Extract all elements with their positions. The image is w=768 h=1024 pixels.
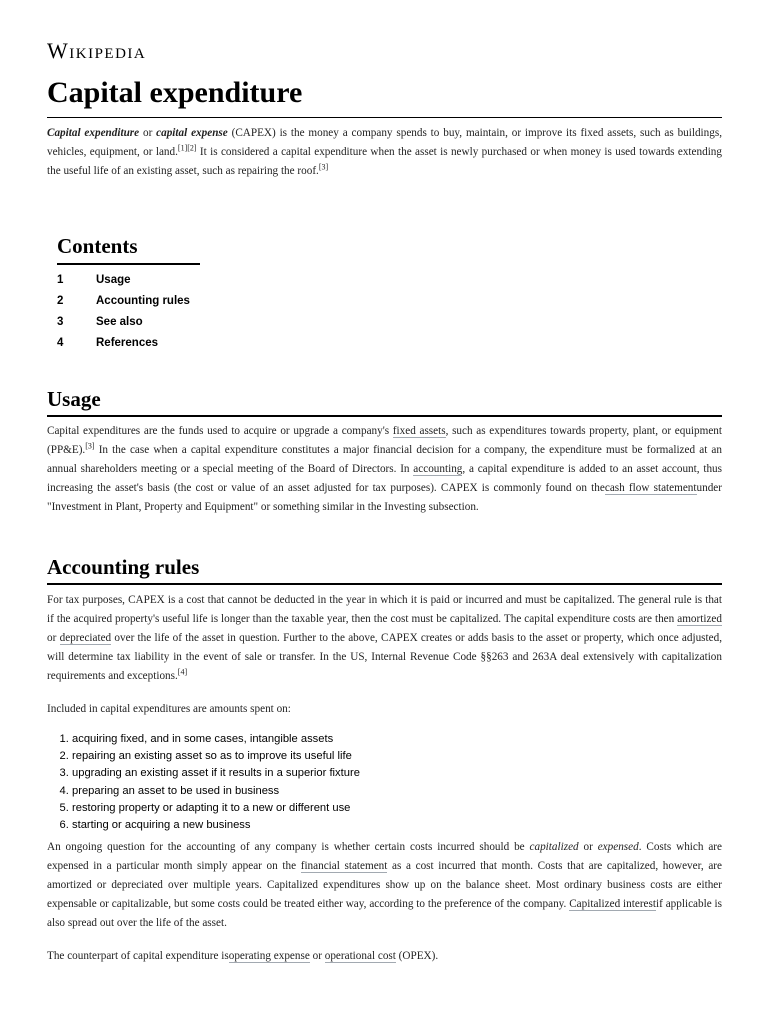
- list-item: 3. upgrading an existing asset if it results in a superior fixture: [72, 765, 722, 782]
- intro-text-1: (CAPEX) is the money a company spends to buy, maintain, or improve its fixed assets, such as buildings, vehicles, equipment, or land.: [47, 127, 723, 158]
- toc-title: Contents: [57, 234, 138, 258]
- toc-number: 1: [57, 273, 64, 286]
- link-cash-flow-statement[interactable]: cash flow statement: [604, 482, 697, 494]
- section-heading-accounting-rules: Accounting rules: [47, 555, 200, 579]
- toc-number: 3: [57, 315, 64, 328]
- term-capital-expenditure: Capital expenditure: [47, 127, 140, 139]
- usage-text: Capital expenditures are the funds used to acquire or upgrade a company's: [47, 425, 393, 437]
- citation-3[interactable]: [3]: [85, 441, 95, 451]
- accounting-paragraph-2: Included in capital expenditures are amounts spent on:: [47, 703, 291, 715]
- toc-number: 4: [57, 337, 64, 350]
- list-item: 1. acquiring fixed, and in some cases, intangible assets: [72, 731, 722, 748]
- usage-text: under "Investment in Plant, Property and Equipment" or something similar in the Investing subsection.: [47, 482, 722, 513]
- term-capital-expense: capital expense: [156, 127, 228, 139]
- accounting-text: An ongoing question for the accounting of any company is whether certain costs incurred should be: [47, 841, 530, 853]
- citation-3[interactable]: [3]: [318, 162, 329, 172]
- toc-number: 2: [57, 294, 64, 307]
- accounting-paragraph-4: [47, 947, 722, 966]
- accounting-text: For tax purposes, CAPEX is a cost that cannot be deducted in the year in which it is paid or incurred and must be capitalized. The general rule is that if the acquired property's useful life is longer than the taxable year, then the cost must be capitalized. The capital expenditure costs are then: [47, 594, 722, 625]
- title-divider: [47, 117, 722, 118]
- accounting-text: or: [47, 632, 60, 644]
- citation-4[interactable]: [4]: [177, 667, 188, 677]
- term-expensed: expensed: [597, 841, 639, 853]
- link-operational-cost[interactable]: operational cost: [324, 950, 396, 962]
- accounting-paragraph-1: [47, 591, 722, 686]
- list-item: 6. starting or acquiring a new business: [72, 817, 722, 834]
- toc-label[interactable]: Accounting rules: [96, 294, 190, 307]
- toc-item-usage[interactable]: [57, 269, 357, 290]
- toc-divider: [57, 263, 200, 265]
- link-amortized[interactable]: amortized: [677, 613, 722, 625]
- link-fixed-assets[interactable]: fixed assets: [392, 425, 446, 437]
- intro-or: or: [139, 127, 157, 139]
- link-operating-expense[interactable]: operating expense: [228, 950, 310, 962]
- intro-paragraph: [47, 124, 722, 181]
- toc-item-accounting-rules[interactable]: [57, 290, 357, 311]
- usage-text: In the case when a capital expenditure constitutes a major financial decision for a company, the expenditure must be formalized at an annual shareholders meeting or a special meeting of the Board of Directors. In: [47, 444, 722, 475]
- accounting-text: over the life of the asset in question. Further to the above, CAPEX creates or adds basis to the asset or property, which once adjusted, will determine tax liability in the event of sale or transfer. In the US, Internal Revenue Code §§263 and 263A deal extensively with capitalization requirements and exceptions.: [47, 632, 723, 682]
- toc-item-see-also[interactable]: [57, 311, 357, 332]
- list-item: 4. preparing an asset to be used in business: [72, 783, 722, 800]
- wikipedia-wordmark[interactable]: Wikipedia: [47, 38, 147, 63]
- link-financial-statement[interactable]: financial statement: [300, 860, 388, 872]
- toc-label[interactable]: References: [96, 337, 159, 350]
- citation-1-2[interactable]: [1][2]: [177, 143, 197, 153]
- accounting-paragraph-3: [47, 838, 722, 933]
- link-accounting[interactable]: accounting: [413, 463, 463, 475]
- table-of-contents: [57, 234, 357, 354]
- accounting-text: as a cost incurred that month. Costs that are capitalized, however, are amortized or depreciated over multiple years. Capitalized expenditures show up on the balance sheet. Most ordinary business costs are either expensable or capitalizable, but some costs could be treated either way, according to the preference of the company.: [47, 860, 722, 910]
- toc-item-references[interactable]: [57, 333, 357, 354]
- term-capitalized: capitalized: [529, 841, 579, 853]
- accounting-text: The counterpart of capital expenditure is: [47, 950, 229, 962]
- capex-list-container: [47, 731, 722, 834]
- accounting-text: or: [578, 841, 598, 853]
- usage-text: , such as expenditures towards property, plant, or equipment (PP&E).: [47, 425, 722, 456]
- toc-label[interactable]: Usage: [96, 273, 131, 286]
- accounting-text: if applicable is also spread out over the life of the asset.: [47, 898, 723, 929]
- link-depreciated[interactable]: depreciated: [59, 632, 112, 644]
- usage-paragraph: [47, 422, 722, 517]
- usage-text: , a capital expenditure is added to an asset account, thus increasing the asset's basis (the cost or value of an asset adjusted for tax purposes). CAPEX is commonly found on the: [47, 463, 722, 494]
- capex-items-list: [47, 731, 722, 834]
- toc-label[interactable]: See also: [96, 315, 143, 328]
- page-title: Capital expenditure: [47, 76, 303, 109]
- intro-text-2: It is considered a capital expenditure when the asset is newly purchased or when money is used towards extending the useful life of an existing asset, such as repairing the roof.: [47, 146, 722, 177]
- usage-divider: [47, 415, 722, 417]
- list-item: 5. restoring property or adapting it to a new or different use: [72, 800, 722, 817]
- accounting-text: (OPEX).: [395, 950, 439, 962]
- section-heading-usage: Usage: [47, 387, 101, 411]
- accounting-text: or: [309, 950, 325, 962]
- accounting-text: . Costs which are expensed in a particular month simply appear on the: [47, 841, 722, 872]
- link-capitalized-interest[interactable]: Capitalized interest: [569, 898, 656, 910]
- list-item: 2. repairing an existing asset so as to improve its useful life: [72, 748, 722, 765]
- accounting-divider: [47, 583, 722, 585]
- toc-list: [57, 269, 357, 354]
